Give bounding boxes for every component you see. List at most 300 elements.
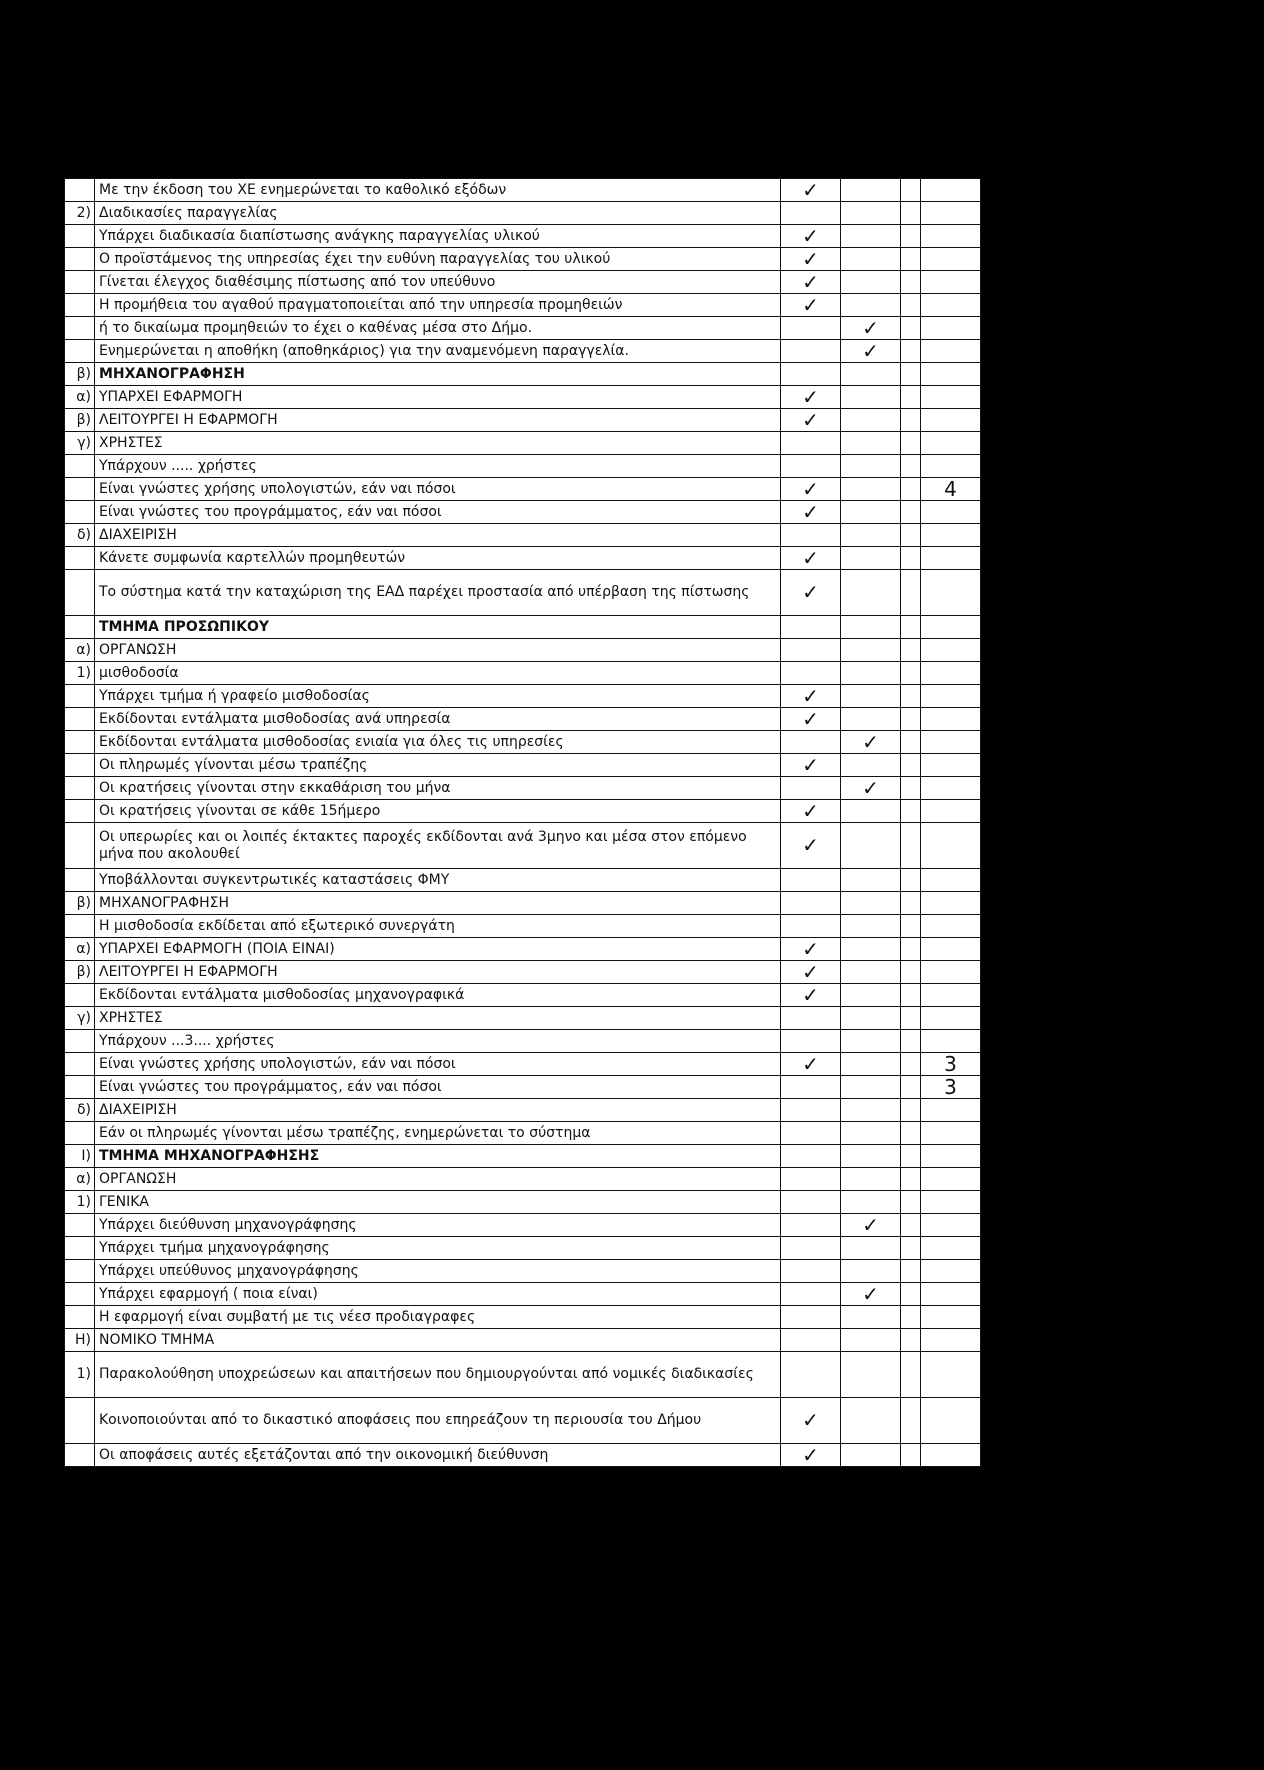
table-row [65, 1444, 981, 1467]
row-text: Υπάρχουν ..... χρήστες [95, 455, 781, 478]
check-no-cell [841, 1306, 901, 1329]
row-text: Οι αποφάσεις αυτές εξετάζονται από την οικονομική διεύθυνση [95, 1444, 781, 1467]
table-row [65, 639, 981, 662]
row-text: ΧΡΗΣΤΕΣ [95, 432, 781, 455]
check-yes-cell: ✓ [781, 570, 841, 616]
check-yes-cell: ✓ [781, 179, 841, 202]
table-row [65, 1306, 981, 1329]
count-cell [921, 1099, 981, 1122]
row-text: Με την έκδοση του ΧΕ ενημερώνεται το καθολικό εξόδων [95, 179, 781, 202]
row-number [65, 340, 95, 363]
spacer-cell [901, 938, 921, 961]
check-yes-cell [781, 662, 841, 685]
check-yes-cell [781, 1306, 841, 1329]
check-yes-cell [781, 1191, 841, 1214]
count-cell [921, 1145, 981, 1168]
check-no-cell [841, 478, 901, 501]
table-row [65, 363, 981, 386]
row-text: Εκδίδονται εντάλματα μισθοδοσίας μηχανογραφικά [95, 984, 781, 1007]
spacer-cell [901, 202, 921, 225]
count-cell [921, 708, 981, 731]
check-yes-cell: ✓ [781, 708, 841, 731]
spacer-cell [901, 892, 921, 915]
table-row [65, 409, 981, 432]
row-text: Οι πληρωμές γίνονται μέσω τραπέζης [95, 754, 781, 777]
row-number [65, 708, 95, 731]
check-no-cell [841, 1053, 901, 1076]
check-no-cell: ✓ [841, 1214, 901, 1237]
row-text: Γίνεται έλεγχος διαθέσιμης πίστωσης από τον υπεύθυνο [95, 271, 781, 294]
count-cell [921, 432, 981, 455]
check-no-cell [841, 984, 901, 1007]
table-row [65, 823, 981, 869]
row-text: Το σύστημα κατά την καταχώριση της ΕΑΔ παρέχει προστασία από υπέρβαση της πίστωσης [95, 570, 781, 616]
row-text: Η εφαρμογή είναι συμβατή με τις νέεσ προδιαγραφες [95, 1306, 781, 1329]
check-yes-cell: ✓ [781, 961, 841, 984]
check-no-cell [841, 1444, 901, 1467]
row-text: Διαδικασίες παραγγελίας [95, 202, 781, 225]
check-yes-cell: ✓ [781, 225, 841, 248]
check-no-cell: ✓ [841, 731, 901, 754]
spacer-cell [901, 1007, 921, 1030]
table-row [65, 478, 981, 501]
check-no-cell [841, 248, 901, 271]
check-no-cell [841, 823, 901, 869]
table-row [65, 915, 981, 938]
row-number [65, 823, 95, 869]
row-text: ΜΗΧΑΝΟΓΡΑΦΗΣΗ [95, 892, 781, 915]
check-no-cell [841, 869, 901, 892]
check-yes-cell [781, 432, 841, 455]
row-text: Παρακολούθηση υποχρεώσεων και απαιτήσεων που δημιουργούνται από νομικές διαδικασίες [95, 1352, 781, 1398]
row-number [65, 1398, 95, 1444]
row-number [65, 777, 95, 800]
check-yes-cell [781, 1283, 841, 1306]
spacer-cell [901, 179, 921, 202]
row-number [65, 984, 95, 1007]
row-text: ΤΜΗΜΑ ΠΡΟΣΩΠΙΚΟΥ [95, 616, 781, 639]
count-cell [921, 386, 981, 409]
row-number [65, 1260, 95, 1283]
table-row [65, 1053, 981, 1076]
row-text: ΔΙΑΧΕΙΡΙΣΗ [95, 524, 781, 547]
check-no-cell [841, 271, 901, 294]
check-no-cell [841, 708, 901, 731]
check-yes-cell: ✓ [781, 478, 841, 501]
row-text: Υπάρχει εφαρμογή ( ποια είναι) [95, 1283, 781, 1306]
table-row [65, 892, 981, 915]
check-no-cell [841, 1352, 901, 1398]
row-text: ΤΜΗΜΑ ΜΗΧΑΝΟΓΡΑΦΗΣΗΣ [95, 1145, 781, 1168]
count-cell [921, 1007, 981, 1030]
spacer-cell [901, 685, 921, 708]
table-row [65, 524, 981, 547]
row-number [65, 915, 95, 938]
check-yes-cell [781, 455, 841, 478]
row-number [65, 1076, 95, 1099]
row-text: Η μισθοδοσία εκδίδεται από εξωτερικό συνεργάτη [95, 915, 781, 938]
spacer-cell [901, 225, 921, 248]
count-cell [921, 1352, 981, 1398]
check-no-cell: ✓ [841, 777, 901, 800]
check-no-cell: ✓ [841, 340, 901, 363]
spacer-cell [901, 1398, 921, 1444]
check-no-cell [841, 225, 901, 248]
row-number [65, 225, 95, 248]
row-number: 1) [65, 1191, 95, 1214]
spacer-cell [901, 248, 921, 271]
row-text: Κάνετε συμφωνία καρτελλών προμηθευτών [95, 547, 781, 570]
check-no-cell [841, 892, 901, 915]
spacer-cell [901, 1191, 921, 1214]
table-row [65, 662, 981, 685]
spacer-cell [901, 639, 921, 662]
table-row [65, 616, 981, 639]
count-cell [921, 1191, 981, 1214]
row-number [65, 685, 95, 708]
spacer-cell [901, 869, 921, 892]
check-yes-cell [781, 892, 841, 915]
table-row [65, 501, 981, 524]
check-no-cell [841, 363, 901, 386]
row-text: ΥΠΑΡΧΕΙ ΕΦΑΡΜΟΓΗ (ΠΟΙΑ ΕΙΝΑΙ) [95, 938, 781, 961]
check-yes-cell: ✓ [781, 501, 841, 524]
check-no-cell [841, 1099, 901, 1122]
count-cell [921, 547, 981, 570]
row-number [65, 294, 95, 317]
table-row [65, 777, 981, 800]
row-text: Υποβάλλονται συγκεντρωτικές καταστάσεις ΦΜΥ [95, 869, 781, 892]
spacer-cell [901, 1214, 921, 1237]
check-no-cell [841, 409, 901, 432]
row-number [65, 1237, 95, 1260]
spacer-cell [901, 1444, 921, 1467]
count-cell [921, 777, 981, 800]
spacer-cell [901, 1030, 921, 1053]
row-number: 1) [65, 1352, 95, 1398]
check-no-cell [841, 202, 901, 225]
spacer-cell [901, 708, 921, 731]
row-number: β) [65, 363, 95, 386]
check-yes-cell: ✓ [781, 984, 841, 1007]
row-text: Υπάρχει διαδικασία διαπίστωσης ανάγκης παραγγελίας υλικού [95, 225, 781, 248]
row-number: 2) [65, 202, 95, 225]
row-number: δ) [65, 524, 95, 547]
row-text: ΜΗΧΑΝΟΓΡΑΦΗΣΗ [95, 363, 781, 386]
spacer-cell [901, 616, 921, 639]
checklist-body [65, 179, 981, 1467]
check-no-cell [841, 639, 901, 662]
row-text: Εάν οι πληρωμές γίνονται μέσω τραπέζης, ενημερώνεται το σύστημα [95, 1122, 781, 1145]
table-row [65, 800, 981, 823]
table-row [65, 455, 981, 478]
row-number: α) [65, 938, 95, 961]
row-number [65, 570, 95, 616]
spacer-cell [901, 731, 921, 754]
spacer-cell [901, 961, 921, 984]
count-cell [921, 1329, 981, 1352]
count-cell [921, 892, 981, 915]
table-row [65, 1007, 981, 1030]
count-cell: 3 [921, 1076, 981, 1099]
check-yes-cell: ✓ [781, 547, 841, 570]
row-number [65, 248, 95, 271]
count-cell [921, 869, 981, 892]
spacer-cell [901, 754, 921, 777]
check-no-cell [841, 570, 901, 616]
check-no-cell [841, 179, 901, 202]
table-row [65, 1030, 981, 1053]
check-no-cell [841, 616, 901, 639]
check-yes-cell: ✓ [781, 823, 841, 869]
count-cell [921, 248, 981, 271]
check-no-cell [841, 685, 901, 708]
row-number: γ) [65, 1007, 95, 1030]
table-row [65, 1214, 981, 1237]
row-number: δ) [65, 1099, 95, 1122]
table-row [65, 731, 981, 754]
row-text: Εκδίδονται εντάλματα μισθοδοσίας ανά υπηρεσία [95, 708, 781, 731]
count-cell [921, 1398, 981, 1444]
spacer-cell [901, 1329, 921, 1352]
row-text: Οι υπερωρίες και οι λοιπές έκτακτες παροχές εκδίδονται ανά 3μηνο και μέσα στον επόμενο μήνα που ακολουθεί [95, 823, 781, 869]
row-text: ΟΡΓΑΝΩΣΗ [95, 1168, 781, 1191]
check-no-cell [841, 1007, 901, 1030]
spacer-cell [901, 1283, 921, 1306]
spacer-cell [901, 800, 921, 823]
spacer-cell [901, 1168, 921, 1191]
check-yes-cell: ✓ [781, 271, 841, 294]
spacer-cell [901, 915, 921, 938]
check-no-cell [841, 524, 901, 547]
table-row [65, 248, 981, 271]
row-number [65, 1053, 95, 1076]
row-text: Κοινοποιούνται από το δικαστικό αποφάσεις που επηρεάζουν τη περιουσία του Δήμου [95, 1398, 781, 1444]
row-number [65, 455, 95, 478]
count-cell [921, 524, 981, 547]
row-text: Είναι γνώστες του προγράμματος, εάν ναι πόσοι [95, 1076, 781, 1099]
table-row [65, 984, 981, 1007]
table-row [65, 1329, 981, 1352]
check-yes-cell: ✓ [781, 754, 841, 777]
table-row [65, 1237, 981, 1260]
table-row [65, 869, 981, 892]
check-no-cell [841, 1076, 901, 1099]
row-text: Οι κρατήσεις γίνονται στην εκκαθάριση του μήνα [95, 777, 781, 800]
spacer-cell [901, 501, 921, 524]
check-no-cell [841, 1122, 901, 1145]
checklist-table [64, 178, 981, 1467]
check-no-cell [841, 1329, 901, 1352]
row-number [65, 271, 95, 294]
table-row [65, 1260, 981, 1283]
spacer-cell [901, 547, 921, 570]
spacer-cell [901, 984, 921, 1007]
row-text: Είναι γνώστες χρήσης υπολογιστών, εάν ναι πόσοι [95, 1053, 781, 1076]
count-cell [921, 1122, 981, 1145]
row-text: Ο προϊστάμενος της υπηρεσίας έχει την ευθύνη παραγγελίας του υλικού [95, 248, 781, 271]
table-row [65, 1283, 981, 1306]
row-text: ΥΠΑΡΧΕΙ ΕΦΑΡΜΟΓΗ [95, 386, 781, 409]
check-yes-cell [781, 1145, 841, 1168]
table-row [65, 386, 981, 409]
count-cell [921, 823, 981, 869]
table-row [65, 225, 981, 248]
row-number [65, 1214, 95, 1237]
table-row [65, 1145, 981, 1168]
row-text: μισθοδοσία [95, 662, 781, 685]
count-cell [921, 363, 981, 386]
spacer-cell [901, 409, 921, 432]
spacer-cell [901, 823, 921, 869]
row-text: Υπάρχουν ...3.... χρήστες [95, 1030, 781, 1053]
table-row [65, 938, 981, 961]
check-no-cell [841, 662, 901, 685]
check-no-cell [841, 938, 901, 961]
row-number [65, 800, 95, 823]
check-yes-cell [781, 1214, 841, 1237]
table-row [65, 1076, 981, 1099]
check-yes-cell [781, 1260, 841, 1283]
check-no-cell [841, 1398, 901, 1444]
check-no-cell [841, 1145, 901, 1168]
check-yes-cell: ✓ [781, 1053, 841, 1076]
count-cell [921, 1260, 981, 1283]
check-yes-cell: ✓ [781, 1398, 841, 1444]
spacer-cell [901, 1053, 921, 1076]
table-row [65, 202, 981, 225]
table-row [65, 1168, 981, 1191]
row-text: Οι κρατήσεις γίνονται σε κάθε 15ήμερο [95, 800, 781, 823]
check-yes-cell: ✓ [781, 294, 841, 317]
table-row [65, 1122, 981, 1145]
count-cell: 4 [921, 478, 981, 501]
row-number [65, 731, 95, 754]
count-cell [921, 294, 981, 317]
spacer-cell [901, 340, 921, 363]
row-number [65, 1283, 95, 1306]
row-text: Η προμήθεια του αγαθού πραγματοποιείται από την υπηρεσία προμηθειών [95, 294, 781, 317]
check-yes-cell [781, 1099, 841, 1122]
check-yes-cell [781, 363, 841, 386]
check-yes-cell [781, 1237, 841, 1260]
table-row [65, 685, 981, 708]
table-row [65, 271, 981, 294]
spacer-cell [901, 1306, 921, 1329]
check-yes-cell [781, 1030, 841, 1053]
check-yes-cell [781, 1168, 841, 1191]
check-yes-cell [781, 915, 841, 938]
row-text: ή το δικαίωμα προμηθειών το έχει ο καθένας μέσα στο Δήμο. [95, 317, 781, 340]
check-no-cell [841, 1260, 901, 1283]
count-cell [921, 685, 981, 708]
check-no-cell [841, 455, 901, 478]
table-row [65, 179, 981, 202]
count-cell [921, 1214, 981, 1237]
spacer-cell [901, 317, 921, 340]
row-text: Υπάρχει τμήμα μηχανογράφησης [95, 1237, 781, 1260]
spacer-cell [901, 455, 921, 478]
table-row [65, 1398, 981, 1444]
check-yes-cell [781, 1007, 841, 1030]
count-cell [921, 662, 981, 685]
check-no-cell [841, 1168, 901, 1191]
count-cell [921, 639, 981, 662]
spacer-cell [901, 570, 921, 616]
check-yes-cell: ✓ [781, 685, 841, 708]
row-text: Ενημερώνεται η αποθήκη (αποθηκάριος) για την αναμενόμενη παραγγελία. [95, 340, 781, 363]
check-yes-cell [781, 317, 841, 340]
row-text: Είναι γνώστες χρήσης υπολογιστών, εάν ναι πόσοι [95, 478, 781, 501]
check-yes-cell [781, 202, 841, 225]
row-number: α) [65, 386, 95, 409]
table-row [65, 1352, 981, 1398]
check-no-cell [841, 961, 901, 984]
check-no-cell [841, 915, 901, 938]
check-no-cell [841, 1191, 901, 1214]
count-cell [921, 915, 981, 938]
row-number [65, 317, 95, 340]
check-yes-cell: ✓ [781, 938, 841, 961]
table-row [65, 754, 981, 777]
row-number [65, 1030, 95, 1053]
row-number: γ) [65, 432, 95, 455]
spacer-cell [901, 1237, 921, 1260]
row-number [65, 1444, 95, 1467]
check-yes-cell [781, 616, 841, 639]
row-number [65, 501, 95, 524]
row-text: ΔΙΑΧΕΙΡΙΣΗ [95, 1099, 781, 1122]
check-yes-cell [781, 1076, 841, 1099]
check-no-cell [841, 800, 901, 823]
count-cell [921, 800, 981, 823]
row-text: Είναι γνώστες του προγράμματος, εάν ναι πόσοι [95, 501, 781, 524]
count-cell [921, 225, 981, 248]
spacer-cell [901, 478, 921, 501]
count-cell [921, 455, 981, 478]
count-cell [921, 1444, 981, 1467]
row-number: β) [65, 892, 95, 915]
count-cell [921, 271, 981, 294]
row-number: I) [65, 1145, 95, 1168]
spacer-cell [901, 1352, 921, 1398]
check-no-cell: ✓ [841, 1283, 901, 1306]
check-yes-cell [781, 340, 841, 363]
row-number: β) [65, 409, 95, 432]
count-cell [921, 1283, 981, 1306]
check-yes-cell [781, 1329, 841, 1352]
table-row [65, 547, 981, 570]
row-number [65, 616, 95, 639]
row-number [65, 754, 95, 777]
check-yes-cell: ✓ [781, 800, 841, 823]
spacer-cell [901, 432, 921, 455]
spacer-cell [901, 777, 921, 800]
check-no-cell: ✓ [841, 317, 901, 340]
check-no-cell [841, 432, 901, 455]
count-cell [921, 616, 981, 639]
table-row [65, 708, 981, 731]
row-text: Υπάρχει τμήμα ή γραφείο μισθοδοσίας [95, 685, 781, 708]
table-row [65, 432, 981, 455]
count-cell [921, 1168, 981, 1191]
row-number [65, 869, 95, 892]
row-number: 1) [65, 662, 95, 685]
count-cell [921, 984, 981, 1007]
count-cell [921, 938, 981, 961]
check-no-cell [841, 1237, 901, 1260]
check-yes-cell: ✓ [781, 1444, 841, 1467]
